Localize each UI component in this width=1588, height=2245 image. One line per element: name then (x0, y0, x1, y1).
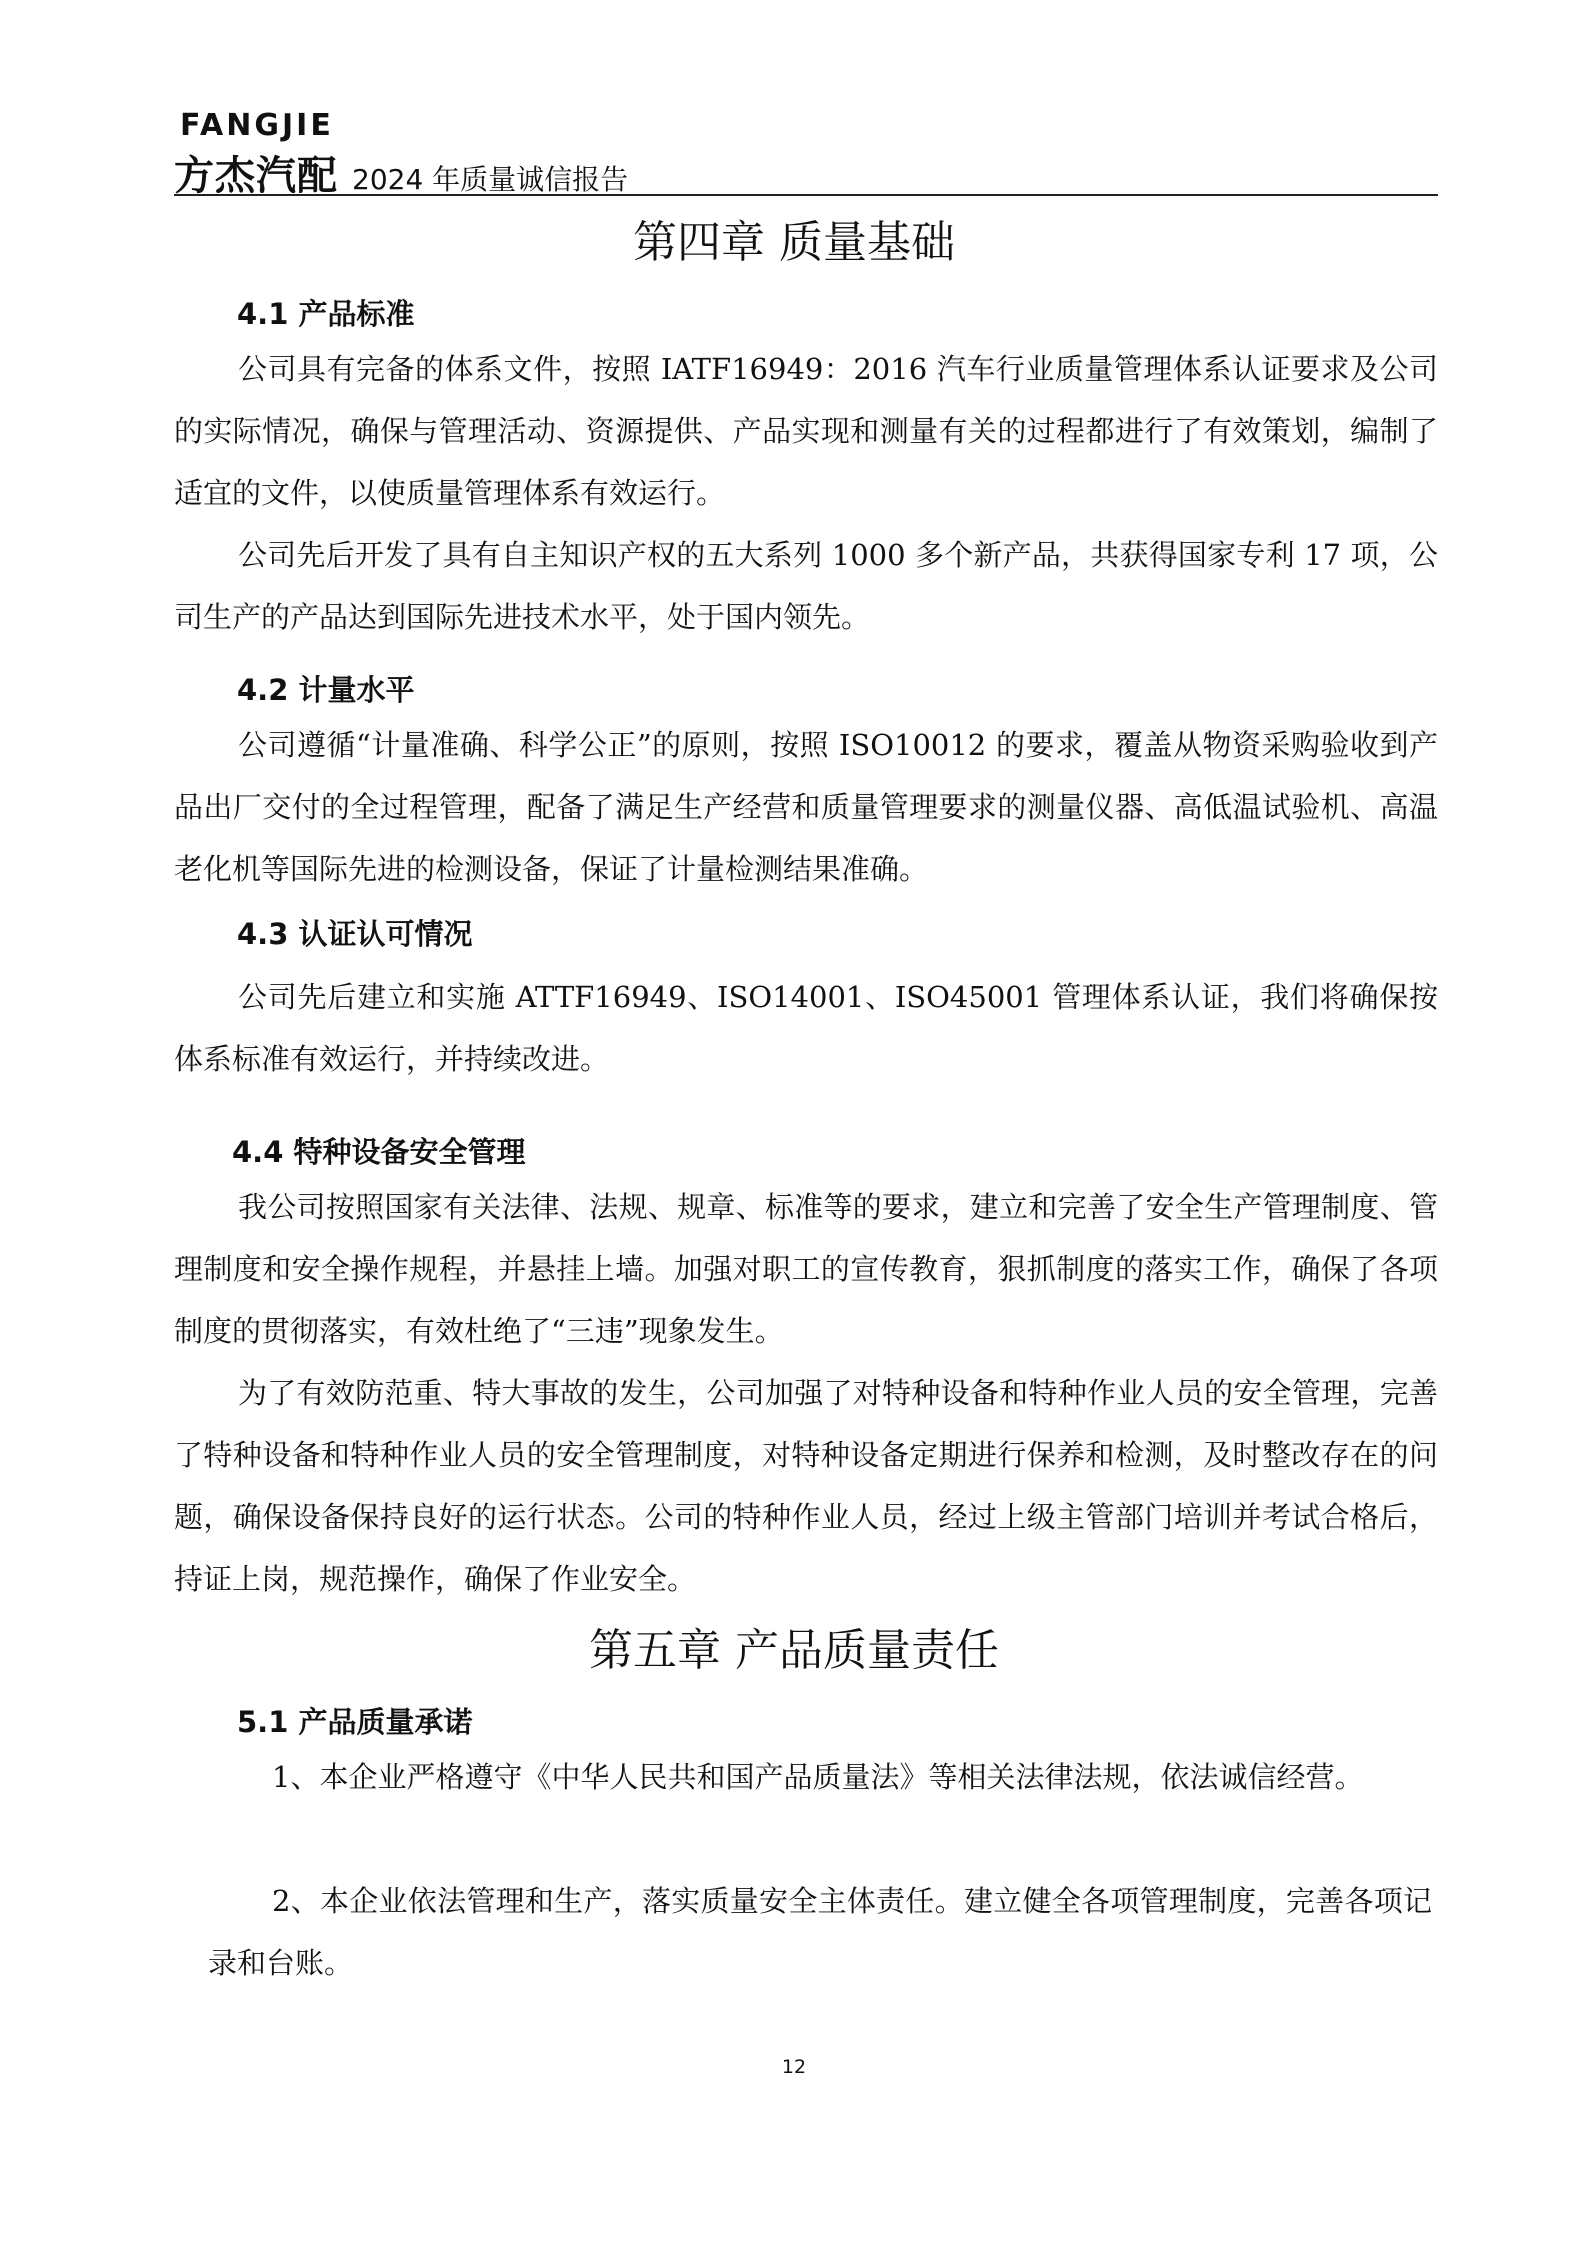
section-4-4-paragraph-2: 为了有效防范重、特大事故的发生，公司加强了对特种设备和特种作业人员的安全管理，完善了特种设备和特种作业人员的安全管理制度，对特种设备定期进行保养和检测，及时整改存在的问题，确保设备保持良好的运行状态。公司的特种作业人员，经过上级主管部门培训并考试合格后，持证上岗，规范操作，确保了作业安全。 (174, 1376, 1438, 1596)
section-5-1-heading: 5.1 产品质量承诺 (237, 1705, 473, 1739)
section-4-2-paragraph-1: 公司遵循“计量准确、科学公正”的原则，按照 ISO10012 的要求，覆盖从物资采购验收到产品出厂交付的全过程管理，配备了满足生产经营和质量管理要求的测量仪器、高低温试验机、高温老化机等国际先进的检测设备，保证了计量检测结果准确。 (174, 728, 1438, 886)
section-4-1-paragraph-2: 公司先后开发了具有自主知识产权的五大系列 1000 多个新产品，共获得国家专利 17 项，公司生产的产品达到国际先进技术水平，处于国内领先。 (174, 538, 1438, 634)
section-4-1-paragraph-1: 公司具有完备的体系文件，按照 IATF16949：2016 汽车行业质量管理体系认证要求及公司的实际情况，确保与管理活动、资源提供、产品实现和测量有关的过程都进行了有效策划，编制了适宜的文件，以使质量管理体系有效运行。 (174, 352, 1438, 510)
company-logo-wordmark: FANGJIE (180, 108, 334, 143)
section-4-2-heading: 4.2 计量水平 (237, 673, 415, 707)
page-header (174, 108, 1438, 199)
section-4-1-heading: 4.1 产品标准 (237, 297, 415, 331)
page-number: 12 (781, 2056, 807, 2078)
section-4-4-heading: 4.4 特种设备安全管理 (232, 1135, 526, 1169)
report-title: 2024 年质量诚信报告 (352, 163, 629, 196)
section-4-4-paragraph-1: 我公司按照国家有关法律、法规、规章、标准等的要求，建立和完善了安全生产管理制度、管理制度和安全操作规程，并悬挂上墙。加强对职工的宣传教育，狠抓制度的落实工作，确保了各项制度的贯彻落实，有效杜绝了“三违”现象发生。 (174, 1190, 1438, 1348)
commitment-item-2: 2、本企业依法管理和生产，落实质量安全主体责任。建立健全各项管理制度，完善各项记录和台账。 (208, 1884, 1432, 1980)
commitment-item-1: 1、本企业严格遵守《中华人民共和国产品质量法》等相关法律法规，依法诚信经营。 (272, 1760, 1364, 1794)
company-logo-chinese: 方杰汽配 (174, 153, 338, 199)
section-4-3-paragraph-1: 公司先后建立和实施 ATTF16949、ISO14001、ISO45001 管理体系认证，我们将确保按体系标准有效运行，并持续改进。 (174, 980, 1438, 1076)
header-divider (174, 194, 1438, 196)
chapter-4-title: 第四章 质量基础 (633, 217, 955, 268)
section-4-3-heading: 4.3 认证认可情况 (237, 917, 473, 951)
chapter-5-title: 第五章 产品质量责任 (589, 1625, 999, 1676)
